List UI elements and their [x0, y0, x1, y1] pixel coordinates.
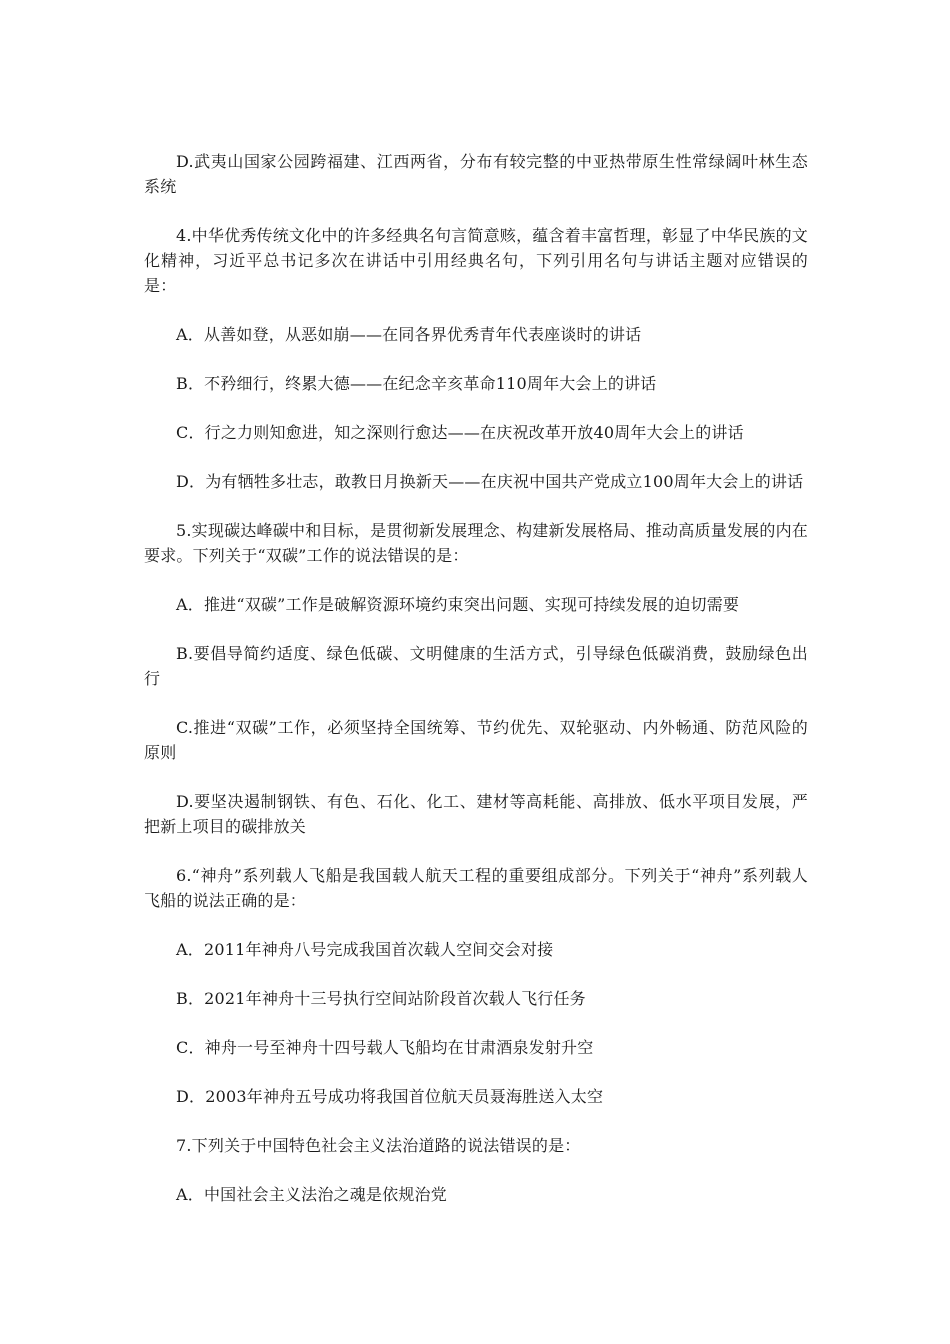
option-b-q4: B．不矜细行，终累大德——在纪念辛亥革命110周年大会上的讲话 [176, 374, 657, 393]
question-6: 6.“神舟”系列载人飞船是我国载人航天工程的重要组成部分。下列关于“神舟”系列载人飞船的说法正确的是： [144, 866, 808, 910]
option-d-q4: D．为有牺牲多壮志，敢教日月换新天——在庆祝中国共产党成立100周年大会上的讲话 [176, 472, 804, 491]
question-4: 4.中华优秀传统文化中的许多经典名句言简意赅，蕴含着丰富哲理，彰显了中华民族的文化精神，习近平总书记多次在讲话中引用经典名句，下列引用名句与讲话主题对应错误的是： [144, 226, 808, 295]
option-a-q4: A．从善如登，从恶如崩——在同各界优秀青年代表座谈时的讲话 [176, 325, 642, 344]
option-c-q6: C．神舟一号至神舟十四号载人飞船均在甘肃酒泉发射升空 [176, 1038, 594, 1057]
option-d-q5: D.要坚决遏制钢铁、有色、石化、化工、建材等高耗能、高排放、低水平项目发展，严把新上项目的碳排放关 [144, 792, 808, 836]
option-a-q5: A．推进“双碳”工作是破解资源环境约束突出问题、实现可持续发展的迫切需要 [176, 595, 740, 614]
document-body [144, 149, 808, 1207]
option-a-q7: A．中国社会主义法治之魂是依规治党 [176, 1185, 447, 1204]
option-c-q4: C．行之力则知愈进，知之深则行愈达——在庆祝改革开放40周年大会上的讲话 [176, 423, 744, 442]
question-5: 5.实现碳达峰碳中和目标，是贯彻新发展理念、构建新发展格局、推动高质量发展的内在要求。下列关于“双碳”工作的说法错误的是： [144, 521, 808, 565]
option-b-q6: B．2021年神舟十三号执行空间站阶段首次载人飞行任务 [176, 989, 586, 1008]
option-a-q6: A．2011年神舟八号完成我国首次载人空间交会对接 [176, 940, 554, 959]
question-7: 7.下列关于中国特色社会主义法治道路的说法错误的是： [176, 1136, 581, 1155]
option-d-q6: D．2003年神舟五号成功将我国首位航天员聂海胜送入太空 [176, 1087, 604, 1106]
option-d-q3: D.武夷山国家公园跨福建、江西两省，分布有较完整的中亚热带原生性常绿阔叶林生态系统 [144, 152, 808, 196]
option-b-q5: B.要倡导简约适度、绿色低碳、文明健康的生活方式，引导绿色低碳消费，鼓励绿色出行 [144, 644, 808, 688]
option-c-q5: C.推进“双碳”工作，必须坚持全国统筹、节约优先、双轮驱动、内外畅通、防范风险的原则 [144, 718, 808, 762]
